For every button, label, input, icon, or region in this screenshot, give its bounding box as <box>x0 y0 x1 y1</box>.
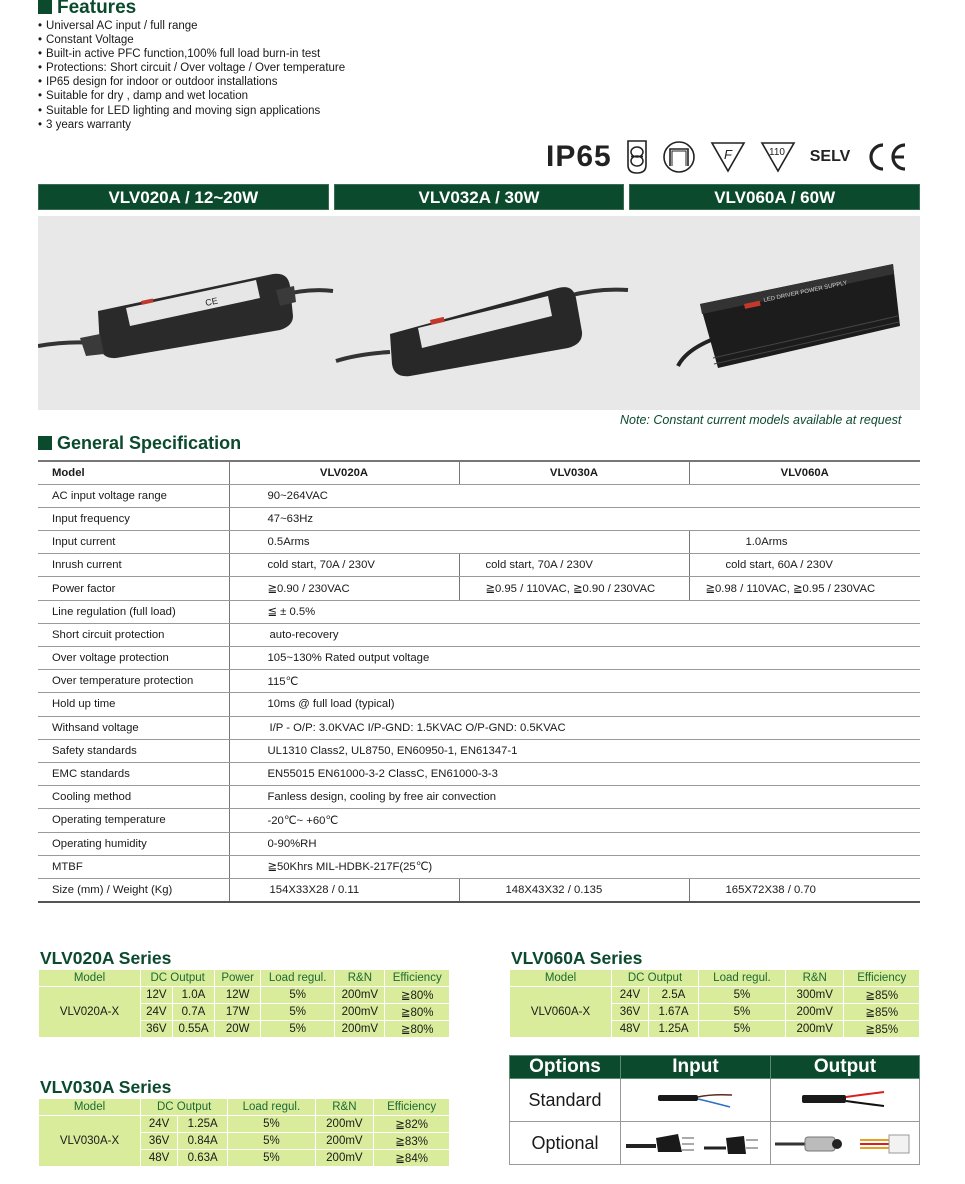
section-marker-icon <box>38 0 52 14</box>
optional-input-plugs <box>621 1122 771 1165</box>
feature-item: • Constant Voltage <box>38 33 345 47</box>
table-row: Over temperature protection 115℃ <box>38 670 920 693</box>
table-row: Power factor ≧0.90 / 230VAC ≧0.95 / 110VAC, ≧0.90 / 230VAC ≧0.98 / 110VAC, ≧0.95 / 230VAC <box>38 577 920 600</box>
feature-item: • Universal AC input / full range <box>38 19 345 33</box>
table-row: Line regulation (full load) ≦ ± 0.5% <box>38 600 920 623</box>
table-row: 36V 0.55A 20W 5% 200mV ≧80% <box>39 1021 450 1038</box>
110-triangle-icon <box>760 141 796 173</box>
standard-input-cable <box>621 1079 771 1122</box>
section-marker-icon <box>38 436 52 450</box>
general-spec-table <box>38 460 920 903</box>
table-row: VLV030A-X 24V 1.25A 5% 200mV ≧82% <box>39 1116 450 1133</box>
table-row: Standard <box>510 1079 920 1122</box>
table-row: Cooling method Fanless design, cooling by free air convection <box>38 786 920 809</box>
table-row: Inrush current cold start, 70A / 230V cold start, 70A / 230V cold start, 60A / 230V <box>38 554 920 577</box>
series-020-title: VLV020A Series <box>40 948 172 968</box>
optional-output-connectors <box>771 1122 920 1165</box>
feature-item: • Suitable for dry , damp and wet location <box>38 89 345 103</box>
model-header-bar <box>38 184 920 210</box>
table-row: VLV020A-X 12V 1.0A 12W 5% 200mV ≧80% <box>39 987 450 1004</box>
series-020-table <box>38 969 450 1038</box>
feature-item: • 3 years warranty <box>38 118 345 132</box>
table-header-row: Model DC Output Load regul. R&N Efficiency <box>39 1099 450 1116</box>
feature-item: • Built-in active PFC function,100% full load burn-in test <box>38 47 345 61</box>
certification-bar <box>546 138 908 176</box>
input-cable-icon <box>656 1090 736 1110</box>
series-030-title: VLV030A Series <box>40 1077 172 1097</box>
product-photos <box>38 216 920 410</box>
product-images <box>38 216 920 410</box>
svg-text:LED DRIVER POWER SUPPLY: LED DRIVER POWER SUPPLY <box>763 280 848 304</box>
table-row: Optional <box>510 1122 920 1165</box>
selv-label: SELV <box>809 148 851 165</box>
table-row: Operating humidity 0-90%RH <box>38 832 920 855</box>
features-heading: Features <box>38 0 136 19</box>
series-030-table <box>38 1098 450 1167</box>
table-row: 24V 0.7A 17W 5% 200mV ≧80% <box>39 1004 450 1021</box>
table-row: VLV060A-X 24V 2.5A 5% 300mV ≧85% <box>510 987 920 1004</box>
feature-item: • IP65 design for indoor or outdoor installations <box>38 75 345 89</box>
table-header-row: Model VLV020A VLV030A VLV060A <box>38 461 920 484</box>
table-row: 48V 0.63A 5% 200mV ≧84% <box>39 1150 450 1167</box>
ip65-label: IP65 <box>546 140 612 173</box>
svg-text:F: F <box>723 147 732 162</box>
svg-text:110: 110 <box>768 147 785 158</box>
table-row: Input current 0.5Arms 1.0Arms <box>38 531 920 554</box>
table-row: Input frequency 47~63Hz <box>38 507 920 530</box>
vlv020a-photo <box>38 274 333 358</box>
table-row: 48V 1.25A 5% 200mV ≧85% <box>510 1021 920 1038</box>
model-tab-vlv060a: VLV060A / 60W <box>629 184 920 210</box>
f-mark-triangle-icon <box>710 141 746 173</box>
table-row: EMC standards EN55015 EN61000-3-2 ClassC, EN61000-3-3 <box>38 762 920 785</box>
table-row: 36V 0.84A 5% 200mV ≧83% <box>39 1133 450 1150</box>
constant-current-note: Note: Constant current models available at request <box>620 413 902 427</box>
series-060-title: VLV060A Series <box>511 948 643 968</box>
output-cable-icon <box>800 1089 890 1111</box>
ce-mark-icon <box>864 141 908 173</box>
table-row: Hold up time 10ms @ full load (typical) <box>38 693 920 716</box>
power-plug-icon <box>626 1128 766 1158</box>
vlv030a-photo <box>336 287 628 376</box>
svg-text:CE: CE <box>204 295 219 308</box>
feature-item: • Suitable for LED lighting and moving sign applications <box>38 104 345 118</box>
features-list <box>38 19 345 132</box>
series-060-table <box>509 969 920 1038</box>
table-row: 36V 1.67A 5% 200mV ≧85% <box>510 1004 920 1021</box>
enclosure-icon <box>662 140 696 174</box>
model-tab-vlv032a: VLV032A / 30W <box>334 184 625 210</box>
table-header-row: Model DC Output Load regul. R&N Efficiency <box>510 970 920 987</box>
vlv060a-photo <box>678 264 900 368</box>
table-row: MTBF ≧50Khrs MIL-HDBK-217F(25℃) <box>38 855 920 878</box>
connector-icon <box>775 1128 915 1158</box>
table-row: AC input voltage range 90~264VAC <box>38 484 920 507</box>
table-row: Short circuit protection auto-recovery <box>38 623 920 646</box>
table-row: Operating temperature -20℃~ +60℃ <box>38 809 920 832</box>
model-tab-vlv020a: VLV020A / 12~20W <box>38 184 329 210</box>
table-row: Withsand voltage I/P - O/P: 3.0KVAC I/P-GND: 1.5KVAC O/P-GND: 0.5KVAC <box>38 716 920 739</box>
table-row: Size (mm) / Weight (Kg) 154X33X28 / 0.11 148X43X32 / 0.135 165X72X38 / 0.70 <box>38 878 920 901</box>
standard-output-cable <box>771 1079 920 1122</box>
table-row: Over voltage protection 105~130% Rated output voltage <box>38 647 920 670</box>
class-ii-lamp-icon <box>626 139 648 175</box>
table-row: Safety standards UL1310 Class2, UL8750, EN60950-1, EN61347-1 <box>38 739 920 762</box>
table-header-row: Options Input Output <box>510 1056 920 1079</box>
spec-heading: General Specification <box>38 433 241 454</box>
options-table <box>509 1055 920 1165</box>
table-header-row: Model DC Output Power Load regul. R&N Efficiency <box>39 970 450 987</box>
feature-item: • Protections: Short circuit / Over voltage / Over temperature <box>38 61 345 75</box>
